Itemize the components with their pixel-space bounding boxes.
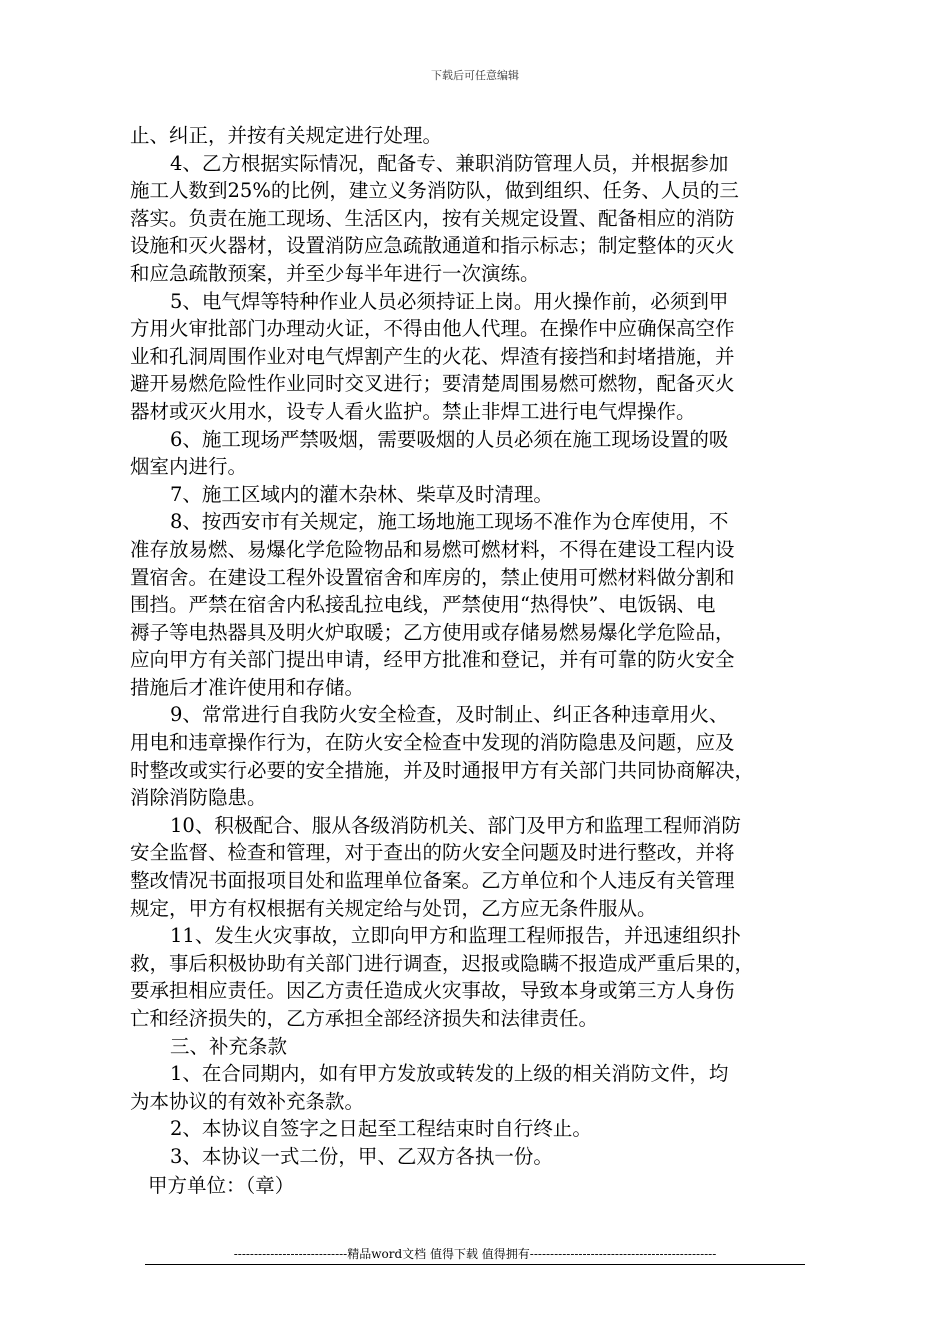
body-line: 和应急疏散预案，并至少每半年进行一次演练。 (130, 261, 540, 285)
body-line: 落实。负责在施工现场、生活区内，按有关规定设置、配备相应的消防 (130, 206, 735, 230)
page-footer: ----------------------------精品word文档 值得下载 值得拥有---------------------------------------------- (233, 1247, 717, 1261)
body-line: 烟室内进行。 (130, 455, 248, 479)
section-heading: 三、补充条款 (170, 1034, 288, 1058)
party-a-signature-line: 甲方单位：（章） (148, 1174, 295, 1197)
body-line: 1、在合同期内，如有甲方发放或转发的上级的相关消防文件，均 (170, 1062, 729, 1086)
body-line: 措施后才准许使用和存储。 (130, 675, 365, 699)
body-line: 围挡。严禁在宿舍内私接乱拉电线，严禁使用“热得快”、电饭锅、电 (130, 593, 716, 617)
body-line: 10、积极配合、服从各级消防机关、部门及甲方和监理工程师消防 (170, 813, 741, 837)
body-line: 9、常常进行自我防火安全检查，及时制止、纠正各种违章用火、 (170, 703, 729, 727)
body-line: 时整改或实行必要的安全措施，并及时通报甲方有关部门共同协商解决， (130, 758, 755, 782)
body-line: 业和孔洞周围作业对电气焊割产生的火花、焊渣有接挡和封堵措施，并 (130, 344, 735, 368)
body-line: 为本协议的有效补充条款。 (130, 1089, 365, 1113)
body-line: 7、施工区域内的灌木杂林、柴草及时清理。 (170, 482, 553, 506)
body-line: 要承担相应责任。因乙方责任造成火灾事故，导致本身或第三方人身伤 (130, 979, 735, 1003)
body-line: 器材或灭火用水，设专人看火监护。禁止非焊工进行电气焊操作。 (130, 399, 696, 423)
footer-divider (145, 1264, 805, 1265)
page-header: 下载后可任意编辑 (431, 69, 519, 82)
body-line: 置宿舍。在建设工程外设置宿舍和库房的，禁止使用可燃材料做分割和 (130, 565, 735, 589)
body-line: 方用火审批部门办理动火证，不得由他人代理。在操作中应确保高空作 (130, 317, 735, 341)
body-line: 避开易燃危险性作业同时交叉进行；要清楚周围易燃可燃物，配备灭火 (130, 372, 735, 396)
body-line: 救，事后积极协助有关部门进行调查，迟报或隐瞒不报造成严重后果的， (130, 951, 755, 975)
body-line: 整改情况书面报项目处和监理单位备案。乙方单位和个人违反有关管理 (130, 869, 735, 893)
body-line: 施工人数到25%的比例，建立义务消防队，做到组织、任务、人员的三 (130, 179, 739, 203)
body-line: 规定，甲方有权根据有关规定给与处罚，乙方应无条件服从。 (130, 896, 657, 920)
body-line: 褥子等电热器具及明火炉取暖；乙方使用或存储易燃易爆化学危险品， (130, 620, 735, 644)
body-line: 8、按西安市有关规定，施工场地施工现场不准作为仓库使用，不 (170, 510, 729, 534)
body-line: 用电和违章操作行为，在防火安全检查中发现的消防隐患及问题，应及 (130, 731, 735, 755)
body-line: 3、本协议一式二份，甲、乙双方各执一份。 (170, 1144, 553, 1168)
body-line: 6、施工现场严禁吸烟，需要吸烟的人员必须在施工现场设置的吸 (170, 427, 729, 451)
body-line: 止、纠正，并按有关规定进行处理。 (130, 124, 443, 147)
body-line: 5、电气焊等特种作业人员必须持证上岗。用火操作前，必须到甲 (170, 289, 729, 313)
body-line: 设施和灭火器材，设置消防应急疏散通道和指示标志；制定整体的灭火 (130, 234, 735, 258)
body-line: 应向甲方有关部门提出申请，经甲方批准和登记，并有可靠的防火安全 (130, 648, 735, 672)
body-line: 准存放易燃、易爆化学危险物品和易燃可燃材料，不得在建设工程内设 (130, 537, 735, 561)
body-line: 11、发生火灾事故，立即向甲方和监理工程师报告，并迅速组织扑 (170, 924, 741, 948)
body-line: 亡和经济损失的，乙方承担全部经济损失和法律责任。 (130, 1007, 599, 1030)
document-body (130, 122, 830, 1171)
body-line: 安全监督、检查和管理，对于查出的防火安全问题及时进行整改，并将 (130, 841, 735, 865)
body-line: 消除消防隐患。 (130, 786, 267, 810)
body-line: 4、乙方根据实际情况，配备专、兼职消防管理人员，并根据参加 (170, 151, 729, 175)
body-line: 2、本协议自签字之日起至工程结束时自行终止。 (170, 1117, 592, 1141)
